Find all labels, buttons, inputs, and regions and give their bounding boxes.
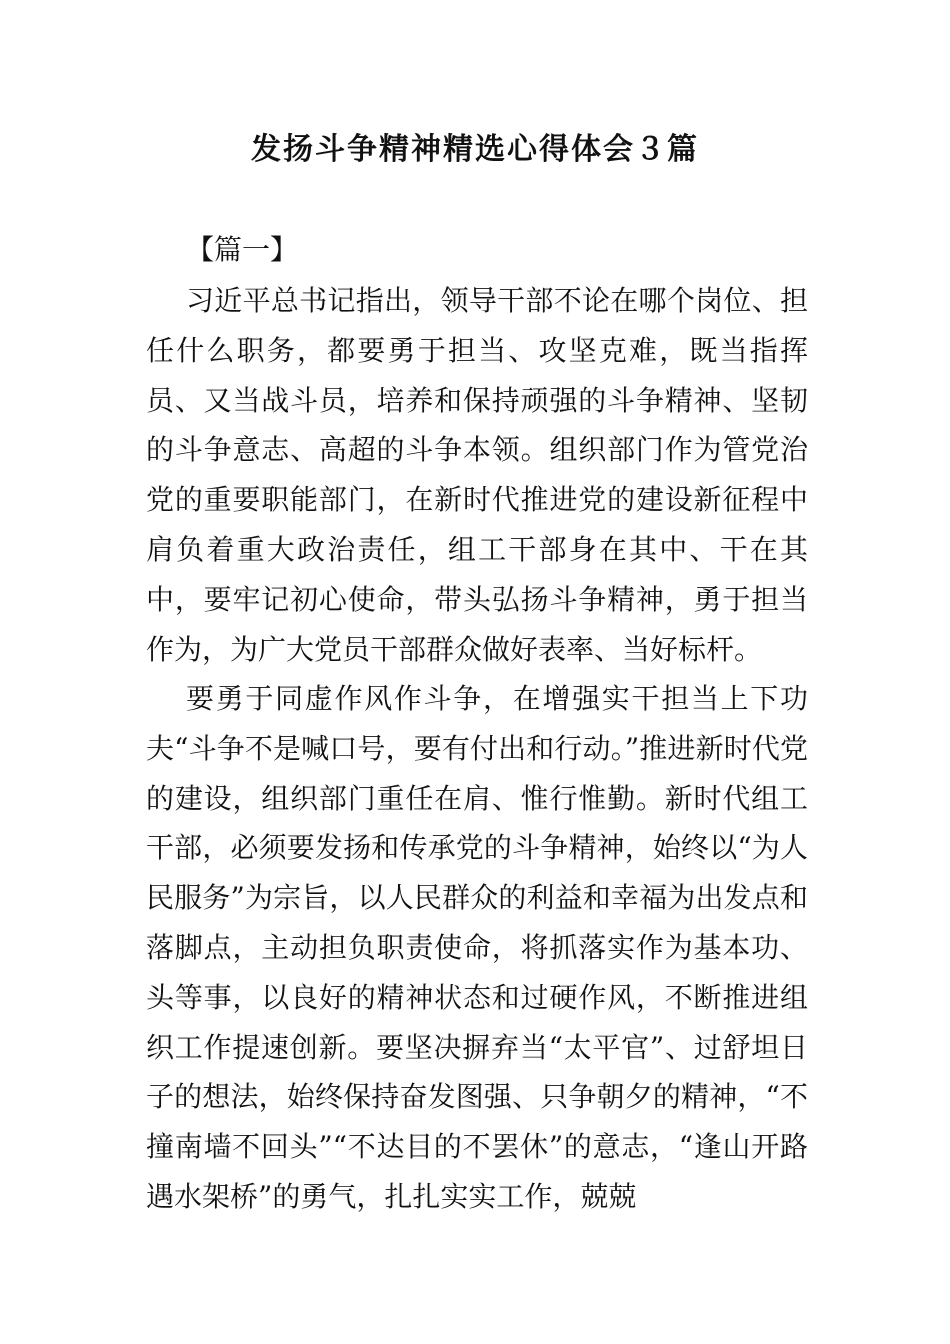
paragraph-1: 习近平总书记指出，领导干部不论在哪个岗位、担任什么职务，都要勇于担当、攻坚克难，既当指挥员、又当战斗员，培养和保持顽强的斗争精神、坚韧的斗争意志、高超的斗争本领。组织部门作为管党治党的重要职能部门，在新时代推进党的建设新征程中肩负着重大政治责任，组工干部身在其中、干在其中，要牢记初心使命，带头弘扬斗争精神，勇于担当作为，为广大党员干部群众做好表率、当好标杆。 xyxy=(146,284,808,666)
section-label: 【篇一】 xyxy=(186,233,299,266)
paragraph-2: 要勇于同虚作风作斗争，在增强实干担当上下功夫“斗争不是喊口号，要有付出和行动。”推进新时代党的建设，组织部门重任在肩、惟行惟勤。新时代组工干部，必须要发扬和传承党的斗争精神，始终以“为人民服务”为宗旨，以人民群众的利益和幸福为出发点和落脚点，主动担负职责使命，将抓落实作为基本功、头等事，以良好的精神状态和过硬作风，不断推进组织工作提速创新。要坚决摒弃当“太平官”、过舒坦日子的想法，始终保持奋发图强、只争朝夕的精神，“不撞南墙不回头”“不达目的不罢休”的意志，“逢山开路遇水架桥”的勇气，扎扎实实工作，兢兢 xyxy=(146,682,808,1213)
document-title: 发扬斗争精神精选心得体会３篇 xyxy=(251,132,699,167)
